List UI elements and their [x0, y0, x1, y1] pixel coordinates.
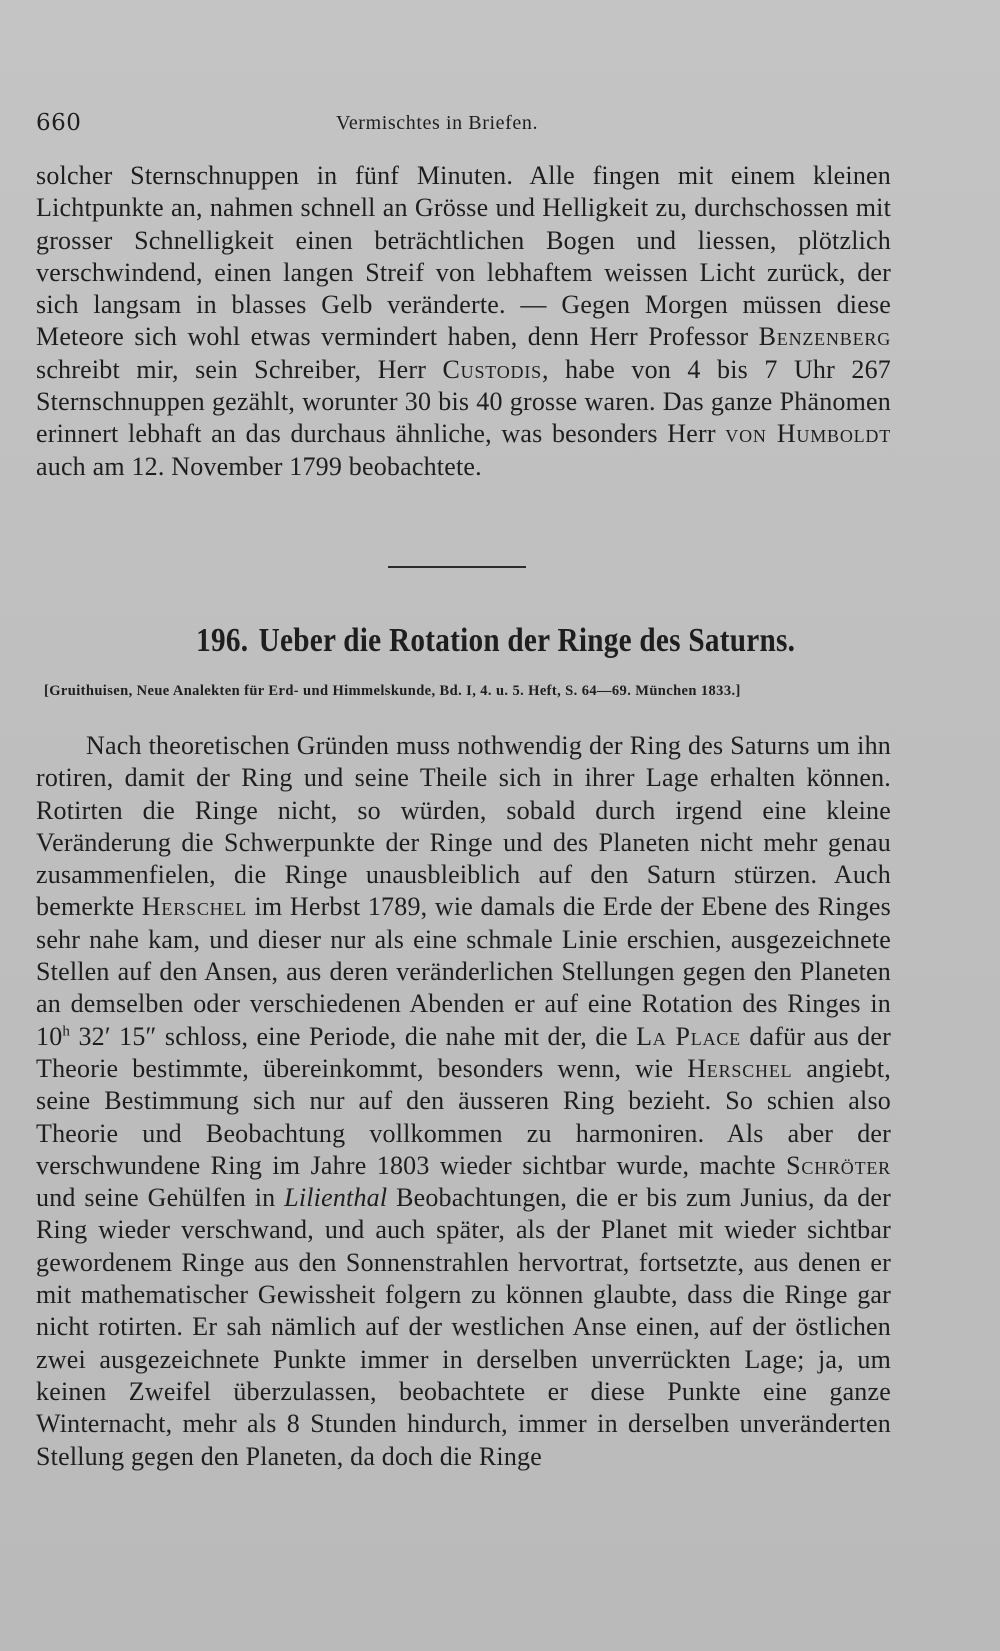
text-run: schreibt mir, sein Schreiber, Herr: [36, 354, 443, 384]
person-name: Custodis: [442, 354, 542, 384]
text-run: , habe von 4 bis 7 Uhr 267 Sternschnuppen gezählt, worunter 30 bis 40 grosse waren. Das ganze Phänomen erinnert lebhaft an das durchaus ähnliche, was besonders Herr: [36, 354, 892, 449]
text-run: solcher Sternschnuppen in fünf Minuten. Alle fingen mit einem kleinen Lichtpunkte an, nahmen schnell an Grösse und Helligkeit zu, durchschossen mit grosser Schnelligkeit einen beträchtlichen Bogen und liessen, plötzlich verschwindend, einen langen Streif von lebhaftem weissen Licht zurück, der sich langsam in blasses Gelb veränderte. — Gegen Morgen müssen diese Meteore sich wohl etwas vermindert haben, denn Herr Professor: [36, 161, 891, 352]
text-run: im Herbst 1789, wie damals die Erde der Ebene des Ringes sehr nahe kam, und dieser nur als eine schmale Linie erschien, ausgezeichnete Stellen auf den Ansen, aus deren veränderlichen Stellungen gegen den Planeten an demselben oder verschiedenen Abenden er auf eine Rotation des Ringes in 10: [36, 892, 891, 1051]
text-run: Beobachtungen, die er bis zum Junius, da der Ring wieder verschwand, und auch später, als der Planet mit wieder sichtbar gewordenem Ringe aus den Sonnenstrahlen hervortrat, fortsetzte, aus denen er mit mathematischer Gewissheit folgern zu können glaubte, dass die Ringe gar nicht rotirten. Er sah nämlich auf der westlichen Anse einen, auf der östlichen zwei ausgezeichnete Punkte immer in derselben unverrückten Lage; ja, um keinen Zweifel überzulassen, beobachtete er diese Punkte eine ganze Winternacht, mehr als 8 Stunden hindurch, immer in derselben unveränderten Stellung gegen den Planeten, da doch die Ringe: [36, 1183, 891, 1471]
text-run: dafür aus der Theorie bestimmte, übereinkommt, besonders wenn, wie: [36, 1021, 891, 1083]
person-name: La Place: [636, 1021, 741, 1051]
superscript-hours: h: [62, 1023, 71, 1040]
section-divider: [388, 566, 526, 568]
text-run: angiebt, seine Bestimmung sich nur auf den äusseren Ring bezieht. So schien also Theorie und Beobachtung vollkommen zu harmoniren. Als aber der verschwundene Ring im Jahre 1803 wieder sichtbar wurde, machte: [36, 1053, 891, 1180]
source-citation: [Gruithuisen, Neue Analekten für Erd- und Himmelskunde, Bd. I, 4. u. 5. Heft, S. 64—69. München 1833.]: [44, 683, 741, 699]
page-number: 660: [36, 110, 82, 136]
person-name: Herschel: [687, 1053, 793, 1083]
running-title: Vermischtes in Briefen.: [336, 112, 539, 134]
section-title: Ueber die Rotation der Ringe des Saturns.: [258, 622, 796, 659]
paragraph-main: [36, 730, 891, 1473]
person-name: von Humboldt: [725, 419, 892, 449]
text-run: auch am 12. November 1799 beobachtete.: [36, 451, 482, 481]
section-heading: [66, 622, 926, 660]
text-run: und seine Gehülfen in: [36, 1183, 285, 1213]
person-name: Herschel: [141, 892, 248, 922]
person-name: Benzenberg: [758, 322, 891, 352]
text-run: 32′ 15″ schloss, eine Periode, die nahe mit der, die: [70, 1021, 637, 1051]
page-header: [36, 108, 896, 148]
person-name: Schröter: [786, 1150, 891, 1180]
text-run: Nach theoretischen Gründen muss nothwendig der Ring des Saturns um ihn rotiren, damit der Ring und seine Theile sich in ihrer Lage erhalten können. Rotirten die Ringe nicht, so würden, sobald durch irgend eine kleine Veränderung die Schwerpunkte der Ringe und des Planeten nicht mehr genau zusammenfielen, die Ringe unausbleiblich auf den Saturn stürzen. Auch bemerkte: [36, 731, 891, 922]
section-number: 196.: [196, 622, 249, 659]
paragraph-continued: [36, 160, 891, 483]
place-name: Lilienthal: [284, 1183, 388, 1213]
